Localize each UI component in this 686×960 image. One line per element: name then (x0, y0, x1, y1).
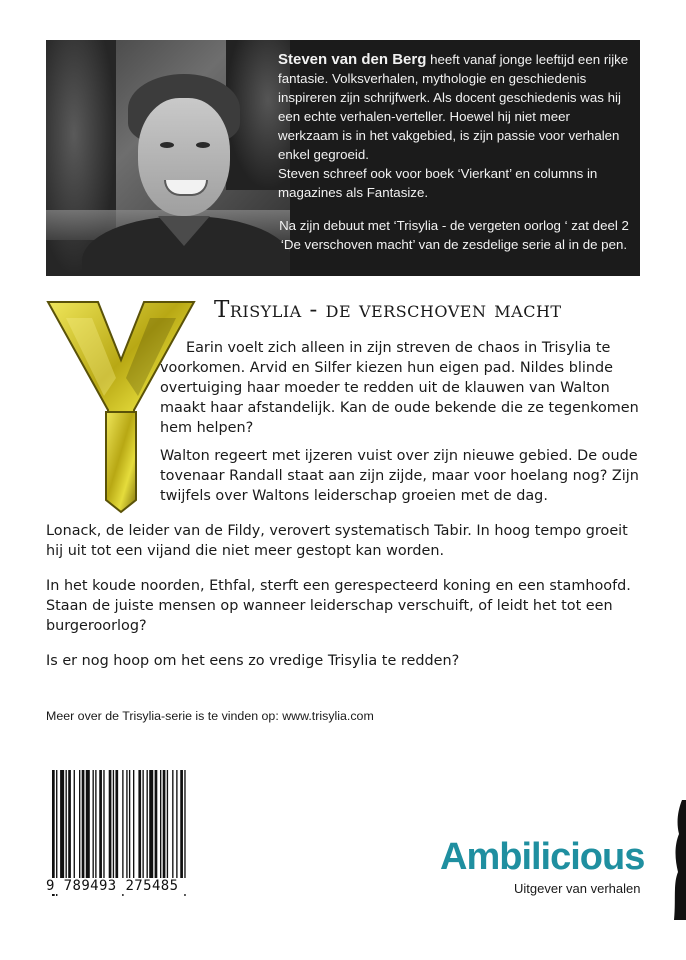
barcode-bar (167, 770, 168, 878)
barcode-bar (60, 770, 64, 878)
blurb-text: Earin voelt zich alleen in zijn streven de chaos in Trisylia te voorkomen. Arvid en Silfer kiezen hun eigen pad. Nildes blinde overtuiging haar moeder te redden uit de klauwen van Walton maakt haar afstandelijk. Kan de oude bekende die ze tegenkomen hem helpen? (160, 340, 639, 436)
barcode-bar (149, 770, 153, 878)
barcode-bar (176, 770, 177, 878)
book-title: Trisylia - de verschoven macht (214, 297, 562, 323)
author-photo (46, 40, 290, 276)
blurb-paragraph: In het koude noorden, Ethfal, sterft een gerespecteerd koning en een stamhoofd. Staan de juiste mensen op wanneer leiderschap verschuift, of leidt het tot een burgeroorlog? (46, 578, 631, 634)
blurb-paragraph: Walton regeert met ijzeren vuist over zijn nieuwe gebied. De oude tovenaar Randall staat aan zijn zijde, maar voor hoelang nog? Zijn twijfels over Waltons leiderschap groeien met de dag. (160, 448, 639, 504)
barcode-bar (99, 770, 102, 878)
barcode-bar (82, 770, 85, 878)
barcode-bar (115, 770, 118, 878)
barcode-bar (172, 770, 173, 878)
author-bio-text: heeft vanaf jonge leeftijd een rijke fantasie. Volksverhalen, mythologie en geschiedenis inspireren zijn schrijfwerk. Als docent geschiedenis was hij een echte verhalen-verteller. Hoewel hij niet meer werkzaam is in het vakgebied, is zijn passie voor verhalen enkel gegroeid. (278, 52, 629, 162)
author-name: Steven van den Berg (278, 51, 427, 68)
barcode-bar (103, 770, 104, 878)
publisher-tagline: Uitgever van verhalen (514, 881, 641, 896)
author-debut-note: Na zijn debuut met ‘Trisylia - de vergeten oorlog ‘ zat deel 2 ‘De verschoven macht’ van de zesdelige serie al in de pen. (279, 218, 629, 252)
blurb-paragraph (160, 338, 648, 438)
barcode-bar (113, 770, 114, 878)
barcode-bar (129, 770, 130, 878)
barcode-bar (138, 770, 141, 878)
isbn-number: 9 789493 275485 (46, 878, 218, 894)
barcode-bar (160, 770, 161, 878)
barcode-bar (126, 770, 127, 878)
barcode-bar (74, 770, 75, 878)
blurb-paragraph: Lonack, de leider van de Fildy, verovert systematisch Tabir. In hoog tempo groeit hij uit tot een vijand die niet meer gestopt kan worden. (46, 523, 628, 559)
author-panel (46, 40, 640, 276)
barcode-bar (79, 770, 80, 878)
barcode-bar (133, 770, 134, 878)
blurb-paragraph: Is er nog hoop om het eens zo vredige Trisylia te redden? (46, 653, 460, 669)
barcode-bar (109, 770, 112, 878)
series-website-note: Meer over de Trisylia-serie is te vinden op: www.trisylia.com (46, 709, 374, 723)
author-bio-text-2: Steven schreef ook voor boek ‘Vierkant’ en columns in magazines als Fantasize. (278, 166, 598, 200)
barcode-bar (68, 770, 71, 878)
barcode-bar (180, 770, 183, 878)
author-bio (278, 50, 630, 254)
barcode-bar (147, 770, 148, 878)
barcode-bar (66, 770, 67, 878)
barcode-bar (93, 770, 94, 878)
barcode-bar (95, 770, 96, 878)
barcode-bar (142, 770, 143, 878)
barcode-bar (155, 770, 158, 878)
publisher-logo: Ambilicious (440, 836, 645, 878)
author-bio-paragraph (278, 50, 630, 164)
silhouette-figure-icon (672, 800, 686, 920)
barcode-bar (163, 770, 166, 878)
barcode-bar (86, 770, 90, 878)
